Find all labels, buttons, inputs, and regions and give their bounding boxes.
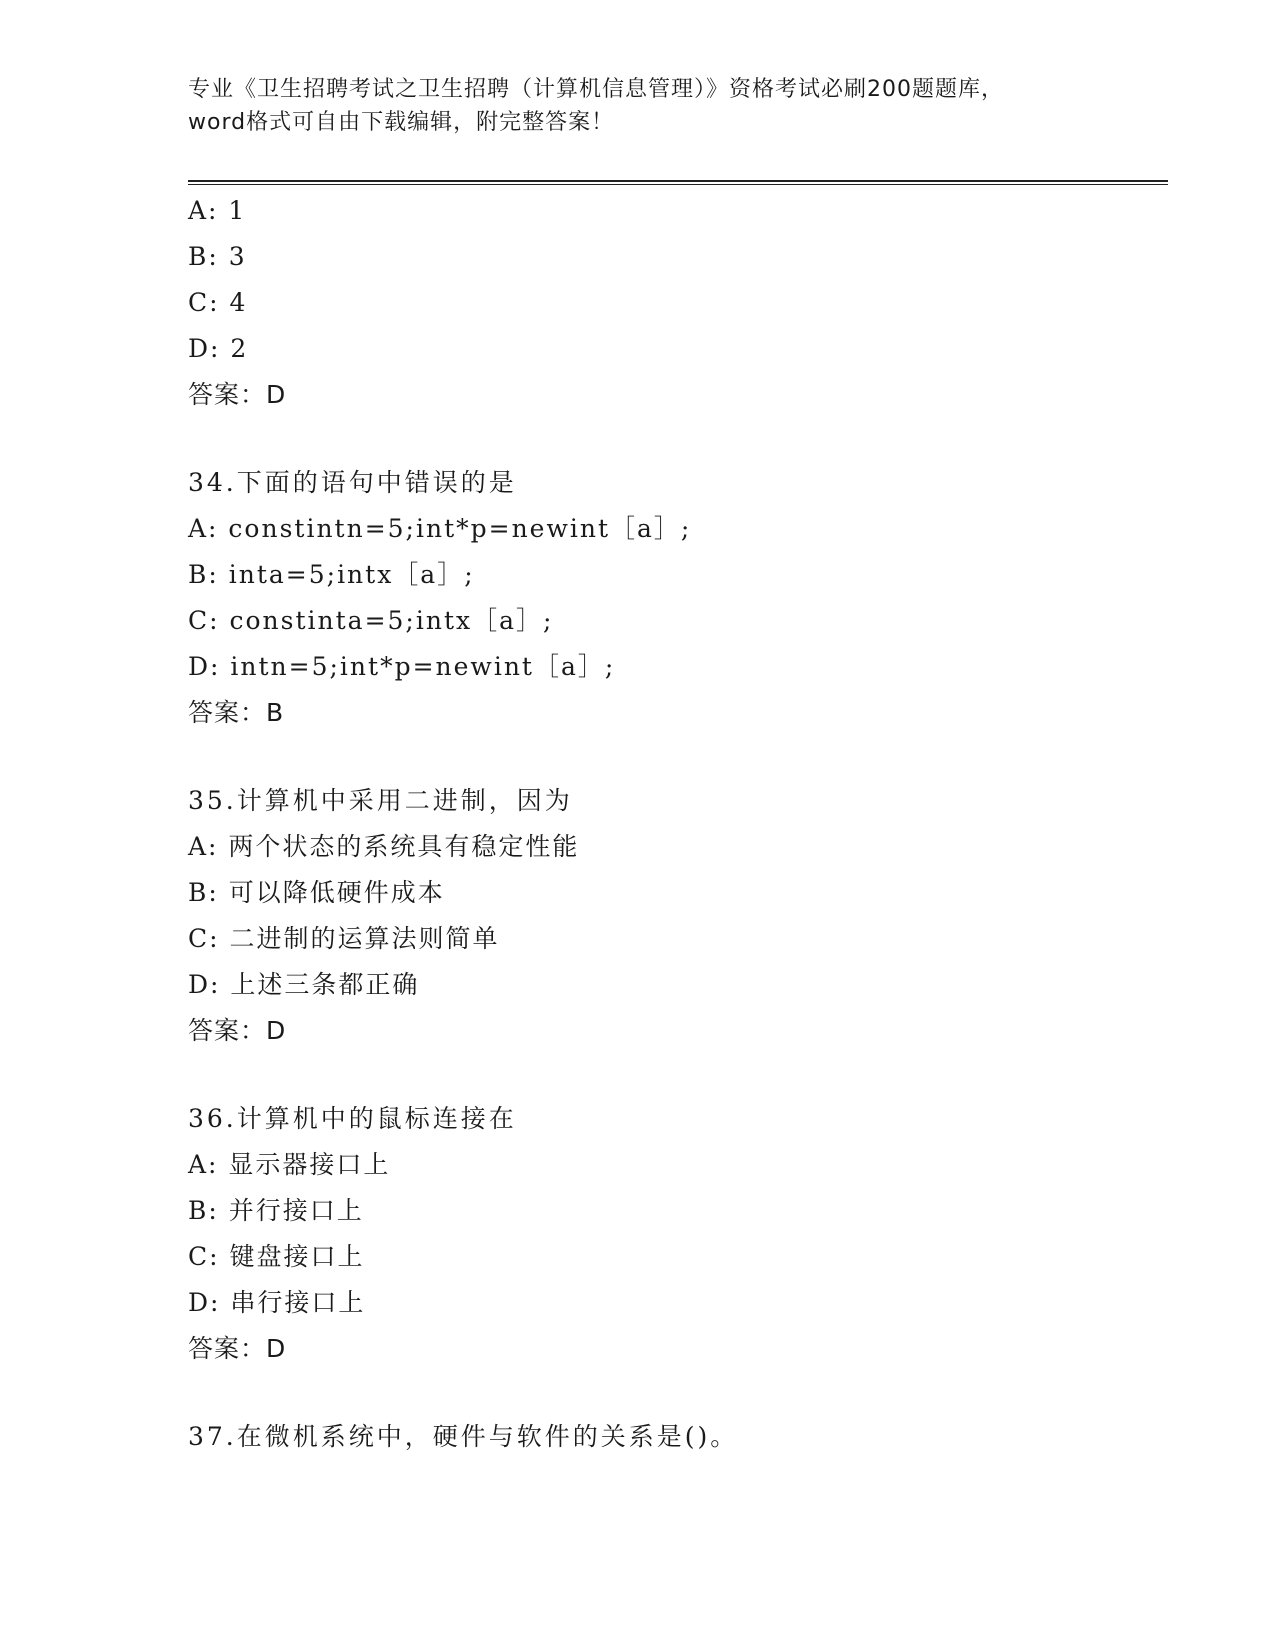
option-b: B: 3 (188, 242, 247, 271)
option-c: C: 4 (188, 288, 248, 317)
option-a: A: 1 (188, 196, 247, 225)
answer: 答案：B (188, 698, 285, 727)
option-c: C: 键盘接口上 (188, 1242, 365, 1271)
question-title: 35.计算机中采用二进制，因为 (188, 786, 573, 815)
answer: 答案：D (188, 1016, 287, 1045)
document-header (188, 73, 1128, 139)
question-title: 34.下面的语句中错误的是 (188, 468, 517, 497)
question-34 (188, 460, 1168, 736)
option-a: A: 显示器接口上 (188, 1150, 391, 1179)
answer: 答案：D (188, 1334, 287, 1363)
option-b: B: 并行接口上 (188, 1196, 364, 1225)
header-divider (188, 180, 1168, 185)
question-33-continued (188, 188, 1168, 418)
question-35 (188, 778, 1168, 1054)
option-d: D: intn=5;int*p=newint［a］; (188, 652, 616, 681)
option-b: B: inta=5;intx［a］; (188, 560, 475, 589)
answer: 答案：D (188, 380, 287, 409)
question-36 (188, 1096, 1168, 1372)
option-d: D: 2 (188, 334, 249, 363)
header-line-1: 专业《卫生招聘考试之卫生招聘（计算机信息管理）》资格考试必刷200题题库， (188, 77, 1004, 102)
header-line-2: word格式可自由下载编辑，附完整答案！ (188, 110, 615, 135)
option-b: B: 可以降低硬件成本 (188, 878, 445, 907)
option-a: A: 两个状态的系统具有稳定性能 (188, 832, 580, 861)
question-title: 36.计算机中的鼠标连接在 (188, 1104, 517, 1133)
option-d: D: 串行接口上 (188, 1288, 366, 1317)
option-c: C: 二进制的运算法则简单 (188, 924, 500, 953)
option-a: A: constintn=5;int*p=newint［a］; (188, 514, 692, 543)
option-c: C: constinta=5;intx［a］; (188, 606, 554, 635)
option-d: D: 上述三条都正确 (188, 970, 420, 999)
question-37 (188, 1414, 1168, 1460)
question-title: 37.在微机系统中，硬件与软件的关系是()。 (188, 1422, 739, 1451)
